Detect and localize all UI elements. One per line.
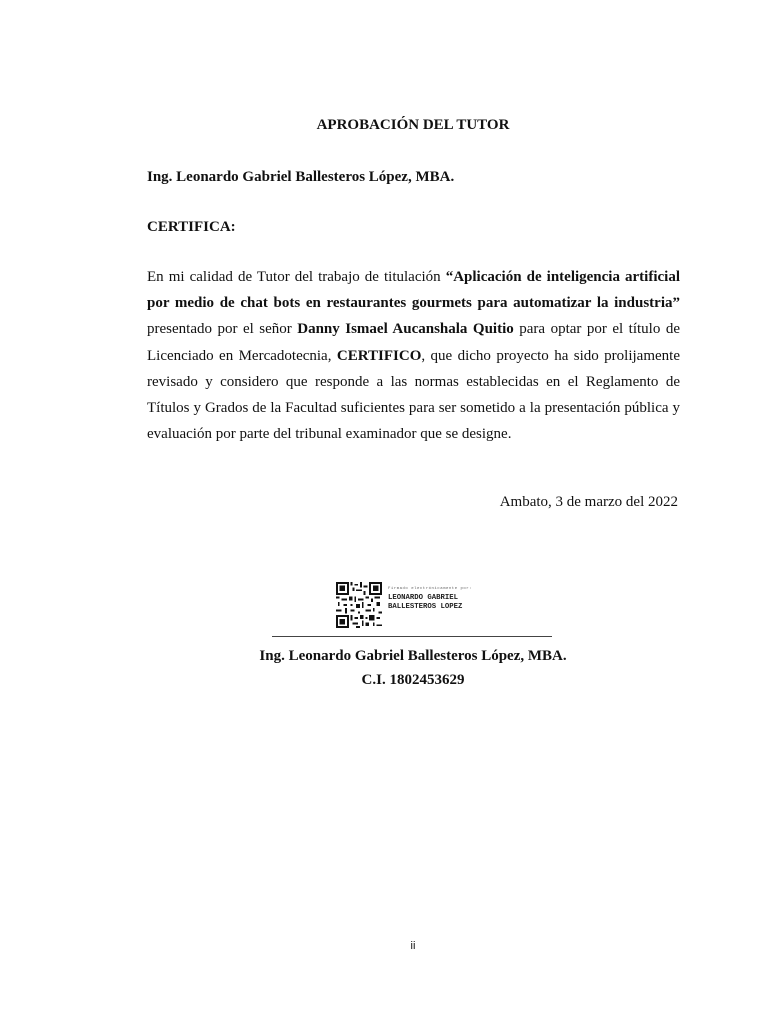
signer-name: Ing. Leonardo Gabriel Ballesteros López, MBA. <box>259 648 567 664</box>
tutor-name-heading: Ing. Leonardo Gabriel Ballesteros López, MBA. <box>147 169 455 185</box>
certifico-word: CERTIFICO <box>336 347 422 364</box>
page-number: ii <box>410 940 416 952</box>
certifica-heading: CERTIFICA: <box>147 219 236 235</box>
paragraph-text-1: En mi calidad de Tutor del trabajo de titulación <box>147 269 446 285</box>
signature-caption: Firmado electrónicamente por: <box>388 587 473 591</box>
project-title: “Aplicación de inteligencia artificial por medio de chat bots en restaurantes gourmets para automatizar la industria” <box>147 269 680 312</box>
stamp-name-line-1: LEONARDO GABRIEL <box>388 594 459 602</box>
certification-paragraph <box>147 264 680 447</box>
signer-id: C.I. 1802453629 <box>361 672 465 688</box>
paragraph-text-2: presentado por el señor <box>147 321 298 338</box>
page-title: APROBACIÓN DEL TUTOR <box>316 117 510 133</box>
paragraph-text-3: para optar por el título de Licenciado en Mercadotecnia, <box>147 321 681 364</box>
paragraph-text-4: , que dicho proyecto ha sido prolijamente revisado y considero que responde a las normas establecidas en el Reglamento de Títulos y Grados de la Facultad suficientes para ser sometido a la presentación pública y evaluación por parte del tribunal examinador que se designe. <box>147 347 680 443</box>
signature-stamp-name <box>388 594 462 612</box>
date-line: Ambato, 3 de marzo del 2022 <box>499 494 678 510</box>
stamp-name-line-2: BALLESTEROS LOPEZ <box>388 603 463 611</box>
signature-line <box>272 636 552 637</box>
qr-code-icon <box>335 582 383 628</box>
student-name: Danny Ismael Aucanshala Quitio <box>297 321 514 338</box>
